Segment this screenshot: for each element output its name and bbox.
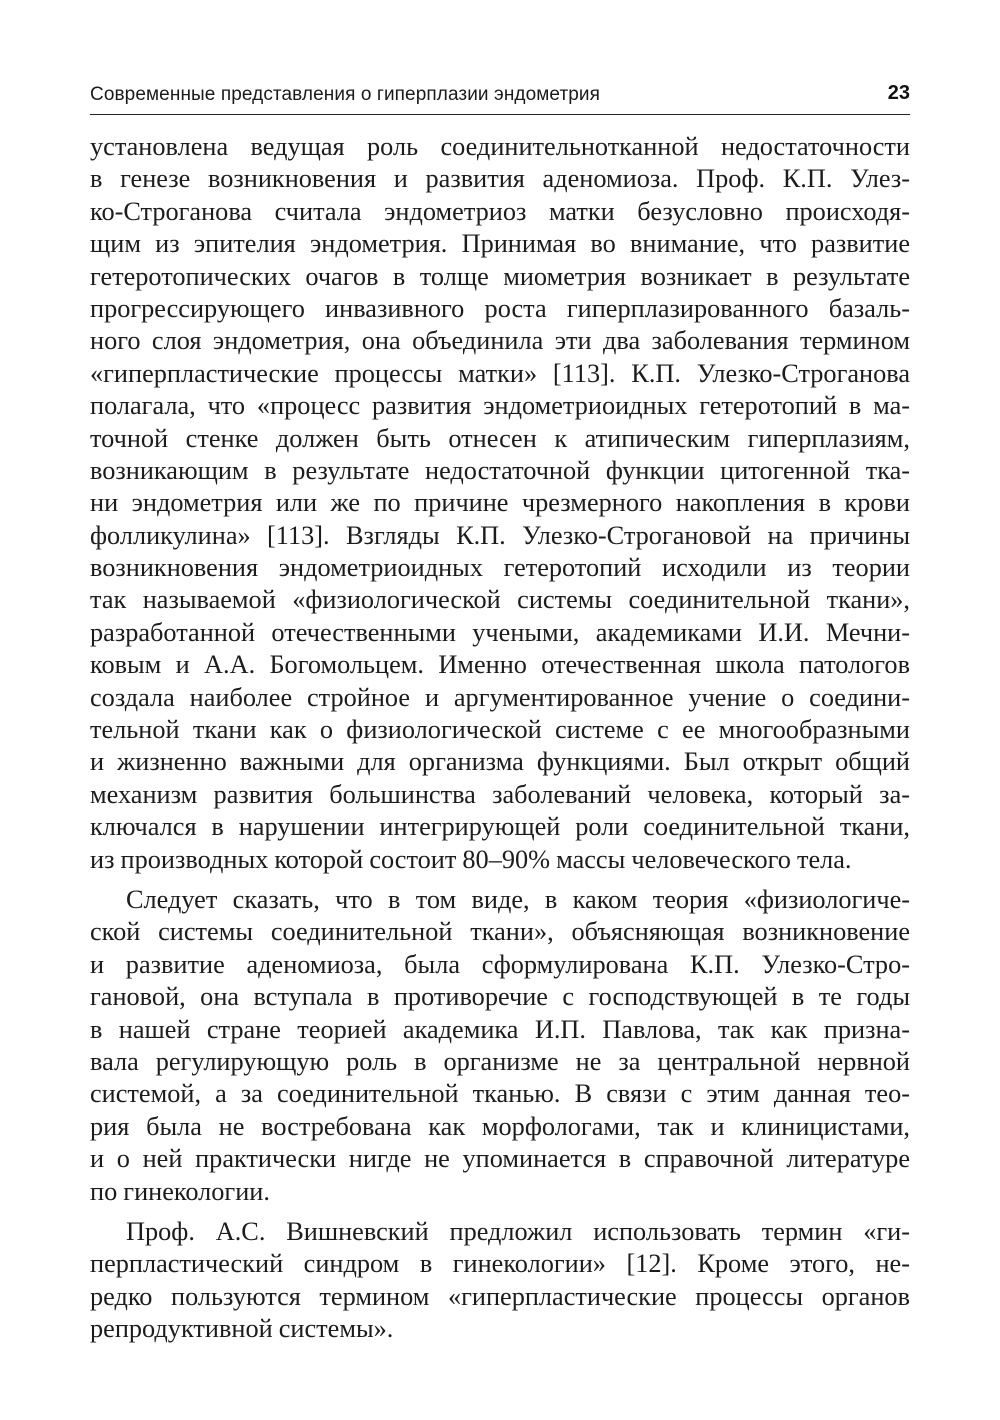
text-line: ключался в нарушении интегрирующей роли соединительной ткани, <box>90 812 910 842</box>
book-page <box>90 0 910 1420</box>
text-line: перпластический синдром в гинекологии» [12]. Кроме этого, не- <box>90 1249 910 1279</box>
text-line: по гинекологии. <box>90 1176 270 1206</box>
text-line: возникновения эндометриоидных гетеротопий исходили из теории <box>90 553 910 583</box>
text-line: установлена ведущая роль соединительнотканной недостаточности <box>90 132 910 161</box>
paragraph-gap <box>90 1208 910 1216</box>
header-title: Современные представления о гиперплазии эндометрия <box>90 84 601 105</box>
text-line: Проф. А.С. Вишневский предложил использовать термин «ги- <box>126 1216 910 1246</box>
paragraph <box>90 1216 910 1346</box>
text-line: точной стенке должен быть отнесен к атипическим гиперплазиям, <box>90 423 910 453</box>
text-line: разработанной отечественными учеными, академиками И.И. Мечни- <box>90 617 910 647</box>
text-line: в генезе возникновения и развития аденомиоза. Проф. К.П. Улез- <box>90 164 910 194</box>
paragraph-gap <box>90 876 910 884</box>
text-line: прогрессирующего инвазивного роста гиперплазированного базаль- <box>90 293 910 323</box>
text-line: редко пользуются термином «гиперпластические процессы органов <box>90 1281 910 1311</box>
text-line: рия была не востребована как морфологами, так и клиницистами, <box>90 1111 910 1141</box>
page-number: 23 <box>887 82 910 104</box>
text-line: ко-Строганова считала эндометриоз матки безусловно происходя- <box>90 196 910 226</box>
paragraph <box>90 884 910 1208</box>
text-line: ни эндометрия или же по причине чрезмерного накопления в крови <box>90 488 910 518</box>
text-line: возникающим в результате недостаточной функции цитогенной тка- <box>90 455 910 485</box>
text-line: вала регулирующую роль в организме не за центральной нервной <box>90 1046 910 1076</box>
text-line: и о ней практически нигде не упоминается в справочной литературе <box>90 1144 910 1174</box>
text-line: ковым и А.А. Богомольцем. Именно отечественная школа патологов <box>90 650 910 680</box>
text-line: «гиперпластические процессы матки» [113]. К.П. Улезко-Строганова <box>90 358 910 388</box>
text-line: в нашей стране теорией академика И.П. Павлова, так как призна- <box>90 1014 910 1044</box>
running-header <box>90 82 910 115</box>
text-line: гетеротопических очагов в толще миометрия возникает в результате <box>90 261 910 291</box>
text-line: системой, а за соединительной тканью. В связи с этим данная тео- <box>90 1079 910 1109</box>
text-line: создала наиболее стройное и аргументированное учение о соедини- <box>90 682 910 712</box>
body-text <box>90 131 910 1345</box>
text-line: полагала, что «процесс развития эндометриоидных гетеротопий в ма- <box>90 391 910 421</box>
text-line: ской системы соединительной ткани», объясняющая возникновение <box>90 917 910 947</box>
text-line: механизм развития большинства заболеваний человека, который за- <box>90 779 910 809</box>
text-line: гановой, она вступала в противоречие с господствующей в те годы <box>90 982 910 1012</box>
text-line: так называемой «физиологической системы соединительной ткани», <box>90 585 910 615</box>
text-line: репродуктивной системы». <box>90 1314 394 1344</box>
text-line: и жизненно важными для организма функциями. Был открыт общий <box>90 747 910 777</box>
text-line: тельной ткани как о физиологической системе с ее многообразными <box>90 715 910 745</box>
text-line: и развитие аденомиоза, была сформулирована К.П. Улезко-Стро- <box>90 949 910 979</box>
text-line: ного слоя эндометрия, она объединила эти два заболевания термином <box>90 326 910 356</box>
text-line: из производных которой состоит 80–90% массы человеческого тела. <box>90 844 852 874</box>
paragraph <box>90 131 910 876</box>
text-line: щим из эпителия эндометрия. Принимая во внимание, что развитие <box>90 229 910 259</box>
text-line: фолликулина» [113]. Взгляды К.П. Улезко-Строгановой на причины <box>90 520 910 550</box>
text-line: Следует сказать, что в том виде, в каком теория «физиологиче- <box>126 884 910 914</box>
